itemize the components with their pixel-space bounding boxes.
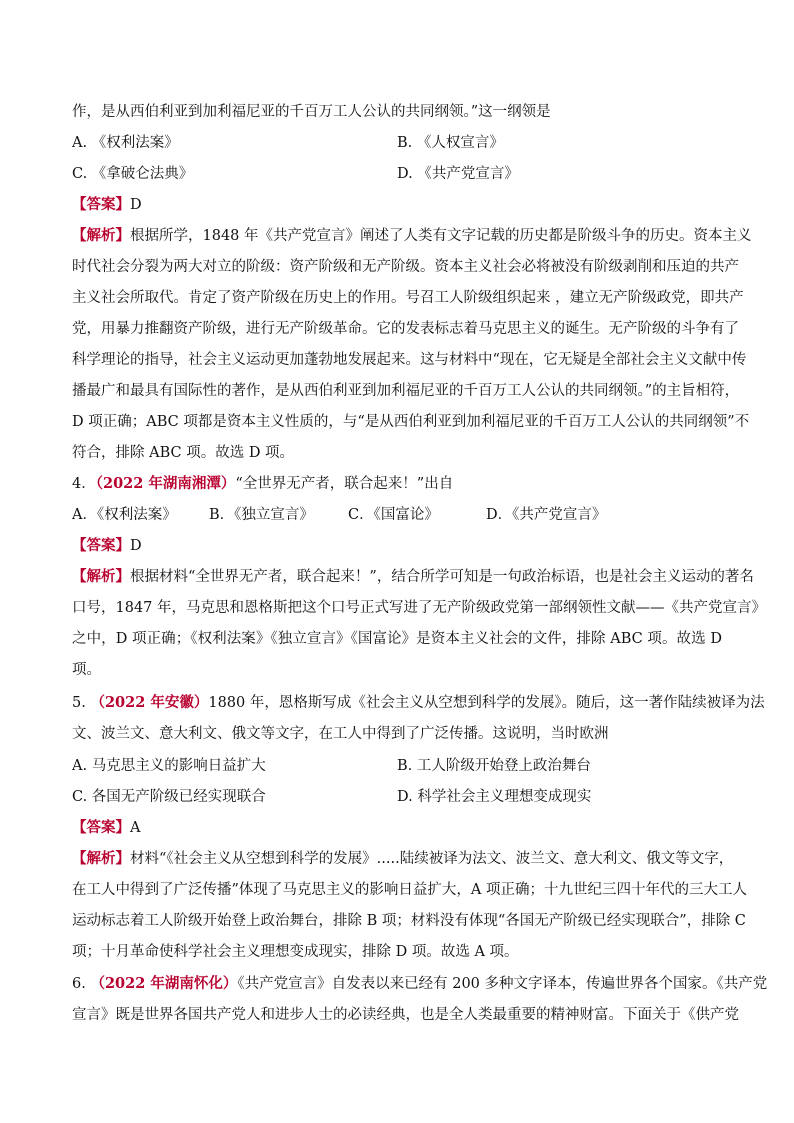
analysis-line: 在工人中得到了广泛传播”体现了马克思主义的影响日益扩大，A 项正确；十九世纪三四十年代的三大工人 — [72, 882, 747, 898]
analysis-line: 项。 — [72, 662, 101, 678]
question-text: “全世界无产者，联合起来！”出自 — [235, 476, 454, 492]
analysis-text: 材料“《社会主义从空想到科学的发展》.....陆续被译为法文、波兰文、意大利文、俄文等文字， — [130, 851, 734, 867]
question-number: 4． — [72, 476, 96, 492]
analysis-line: 党，用暴力推翻资产阶级，进行无产阶级革命。它的发表标志着马克思主义的诞生。无产阶级的斗争有了 — [72, 321, 739, 337]
question-source: （2022 年湖南湘潭） — [95, 475, 236, 492]
question-stem-continuation: 作，是从西伯利亚到加利福尼亚的千百万工人公认的共同纲领。”这一纲领是 — [72, 104, 551, 120]
question-source: （2022 年安徽） — [90, 694, 209, 711]
question-4-stem — [72, 474, 453, 494]
question-6-stem — [72, 974, 768, 994]
analysis-line: 运动标志着工人阶级开始登上政治舞台，排除 B 项；材料没有体现“各国无产阶级已经实现联合”，排除 C — [72, 913, 746, 929]
option-c: C. 各国无产阶级已经实现联合 — [72, 789, 266, 805]
question-source: （2022 年湖南怀化） — [90, 975, 238, 992]
option-c: C．《国富论》 — [348, 507, 439, 523]
analysis-line — [72, 226, 752, 246]
question-text-line: 宣言》既是世界各国共产党人和进步人士的必读经典，也是全人类最重要的精神财富。下面关于《供产党 — [72, 1007, 739, 1023]
question-text: 《共产党宣言》自发表以来已经有 200 多种文字译本，传遍世界各个国家。《共产党 — [237, 976, 768, 992]
answer-tag: 【答案】 — [72, 196, 130, 213]
question-text-line: 文、波兰文、意大利文、俄文等文字，在工人中得到了广泛传播。这说明，当时欧洲 — [72, 726, 609, 742]
analysis-line — [72, 567, 754, 587]
analysis-line: 时代社会分裂为两大对立的阶级：资产阶级和无产阶级。资本主义社会必将被没有阶级剥削和压迫的共产 — [72, 259, 739, 275]
answer-value: D — [130, 538, 142, 554]
option-a: A．《权利法案》 — [72, 507, 177, 523]
option-c: C. 《拿破仑法典》 — [72, 166, 194, 182]
question-number: 6. — [72, 976, 86, 992]
analysis-tag: 【解析】 — [72, 568, 130, 585]
analysis-line: 之中，D 项正确；《权利法案》《独立宣言》《国富论》是资本主义社会的文件，排除 ABC 项。故选 D — [72, 631, 722, 647]
option-b: B．《独立宣言》 — [209, 507, 314, 523]
analysis-text: 根据所学，1848 年《共产党宣言》阐述了人类有文字记载的历史都是阶级斗争的历史。资本主义 — [130, 228, 752, 244]
option-d: D. 《共产党宣言》 — [397, 166, 519, 182]
answer-tag: 【答案】 — [72, 537, 130, 554]
analysis-line: 项；十月革命使科学社会主义理想变成现实，排除 D 项。故选 A 项。 — [72, 944, 519, 960]
question-number: 5. — [72, 695, 86, 711]
answer-tag: 【答案】 — [72, 819, 130, 836]
question-text: 1880 年，恩格斯写成《社会主义从空想到科学的发展》。随后，这一著作陆续被译为法 — [208, 695, 765, 711]
answer-value: A — [130, 820, 141, 836]
analysis-line: D 项正确；ABC 项都是资本主义性质的，与“是从西伯利亚到加利福尼亚的千百万工人公认的共同纲领”不 — [72, 414, 750, 430]
analysis-text: 根据材料“全世界无产者，联合起来！”，结合所学可知是一句政治标语，也是社会主义运动的著名 — [130, 569, 754, 585]
answer-line — [72, 195, 142, 215]
analysis-line: 主义社会所取代。肯定了资产阶级在历史上的作用。号召工人阶级组织起来 ，建立无产阶级政党，即共产 — [72, 290, 744, 306]
question-5-stem — [72, 693, 765, 713]
analysis-tag: 【解析】 — [72, 227, 130, 244]
analysis-line: 科学理论的指导，社会主义运动更加蓬勃地发展起来。这与材料中“现在，它无疑是全部社会主义文献中传 — [72, 352, 747, 368]
option-d: D. 科学社会主义理想变成现实 — [397, 789, 592, 805]
answer-value: D — [130, 197, 142, 213]
analysis-line — [72, 849, 734, 869]
option-a: A. 《权利法案》 — [72, 135, 179, 151]
answer-line — [72, 818, 140, 838]
option-d: D．《共产党宣言》 — [486, 507, 607, 523]
analysis-line: 播最广和最具有国际性的著作，是从西伯利亚到加利福尼亚的千百万工人公认的共同纲领。”的主旨相符， — [72, 383, 740, 399]
option-a: A. 马克思主义的影响日益扩大 — [72, 758, 266, 774]
option-b: B. 工人阶级开始登上政治舞台 — [397, 758, 591, 774]
answer-line — [72, 536, 142, 556]
analysis-tag: 【解析】 — [72, 850, 130, 867]
analysis-line: 符合，排除 ABC 项。故选 D 项。 — [72, 445, 295, 461]
analysis-line: 口号，1847 年，马克思和恩格斯把这个口号正式写进了无产阶级政党第一部纲领性文献——《共产党宣言》 — [72, 600, 767, 616]
option-b: B. 《人权宣言》 — [397, 135, 504, 151]
